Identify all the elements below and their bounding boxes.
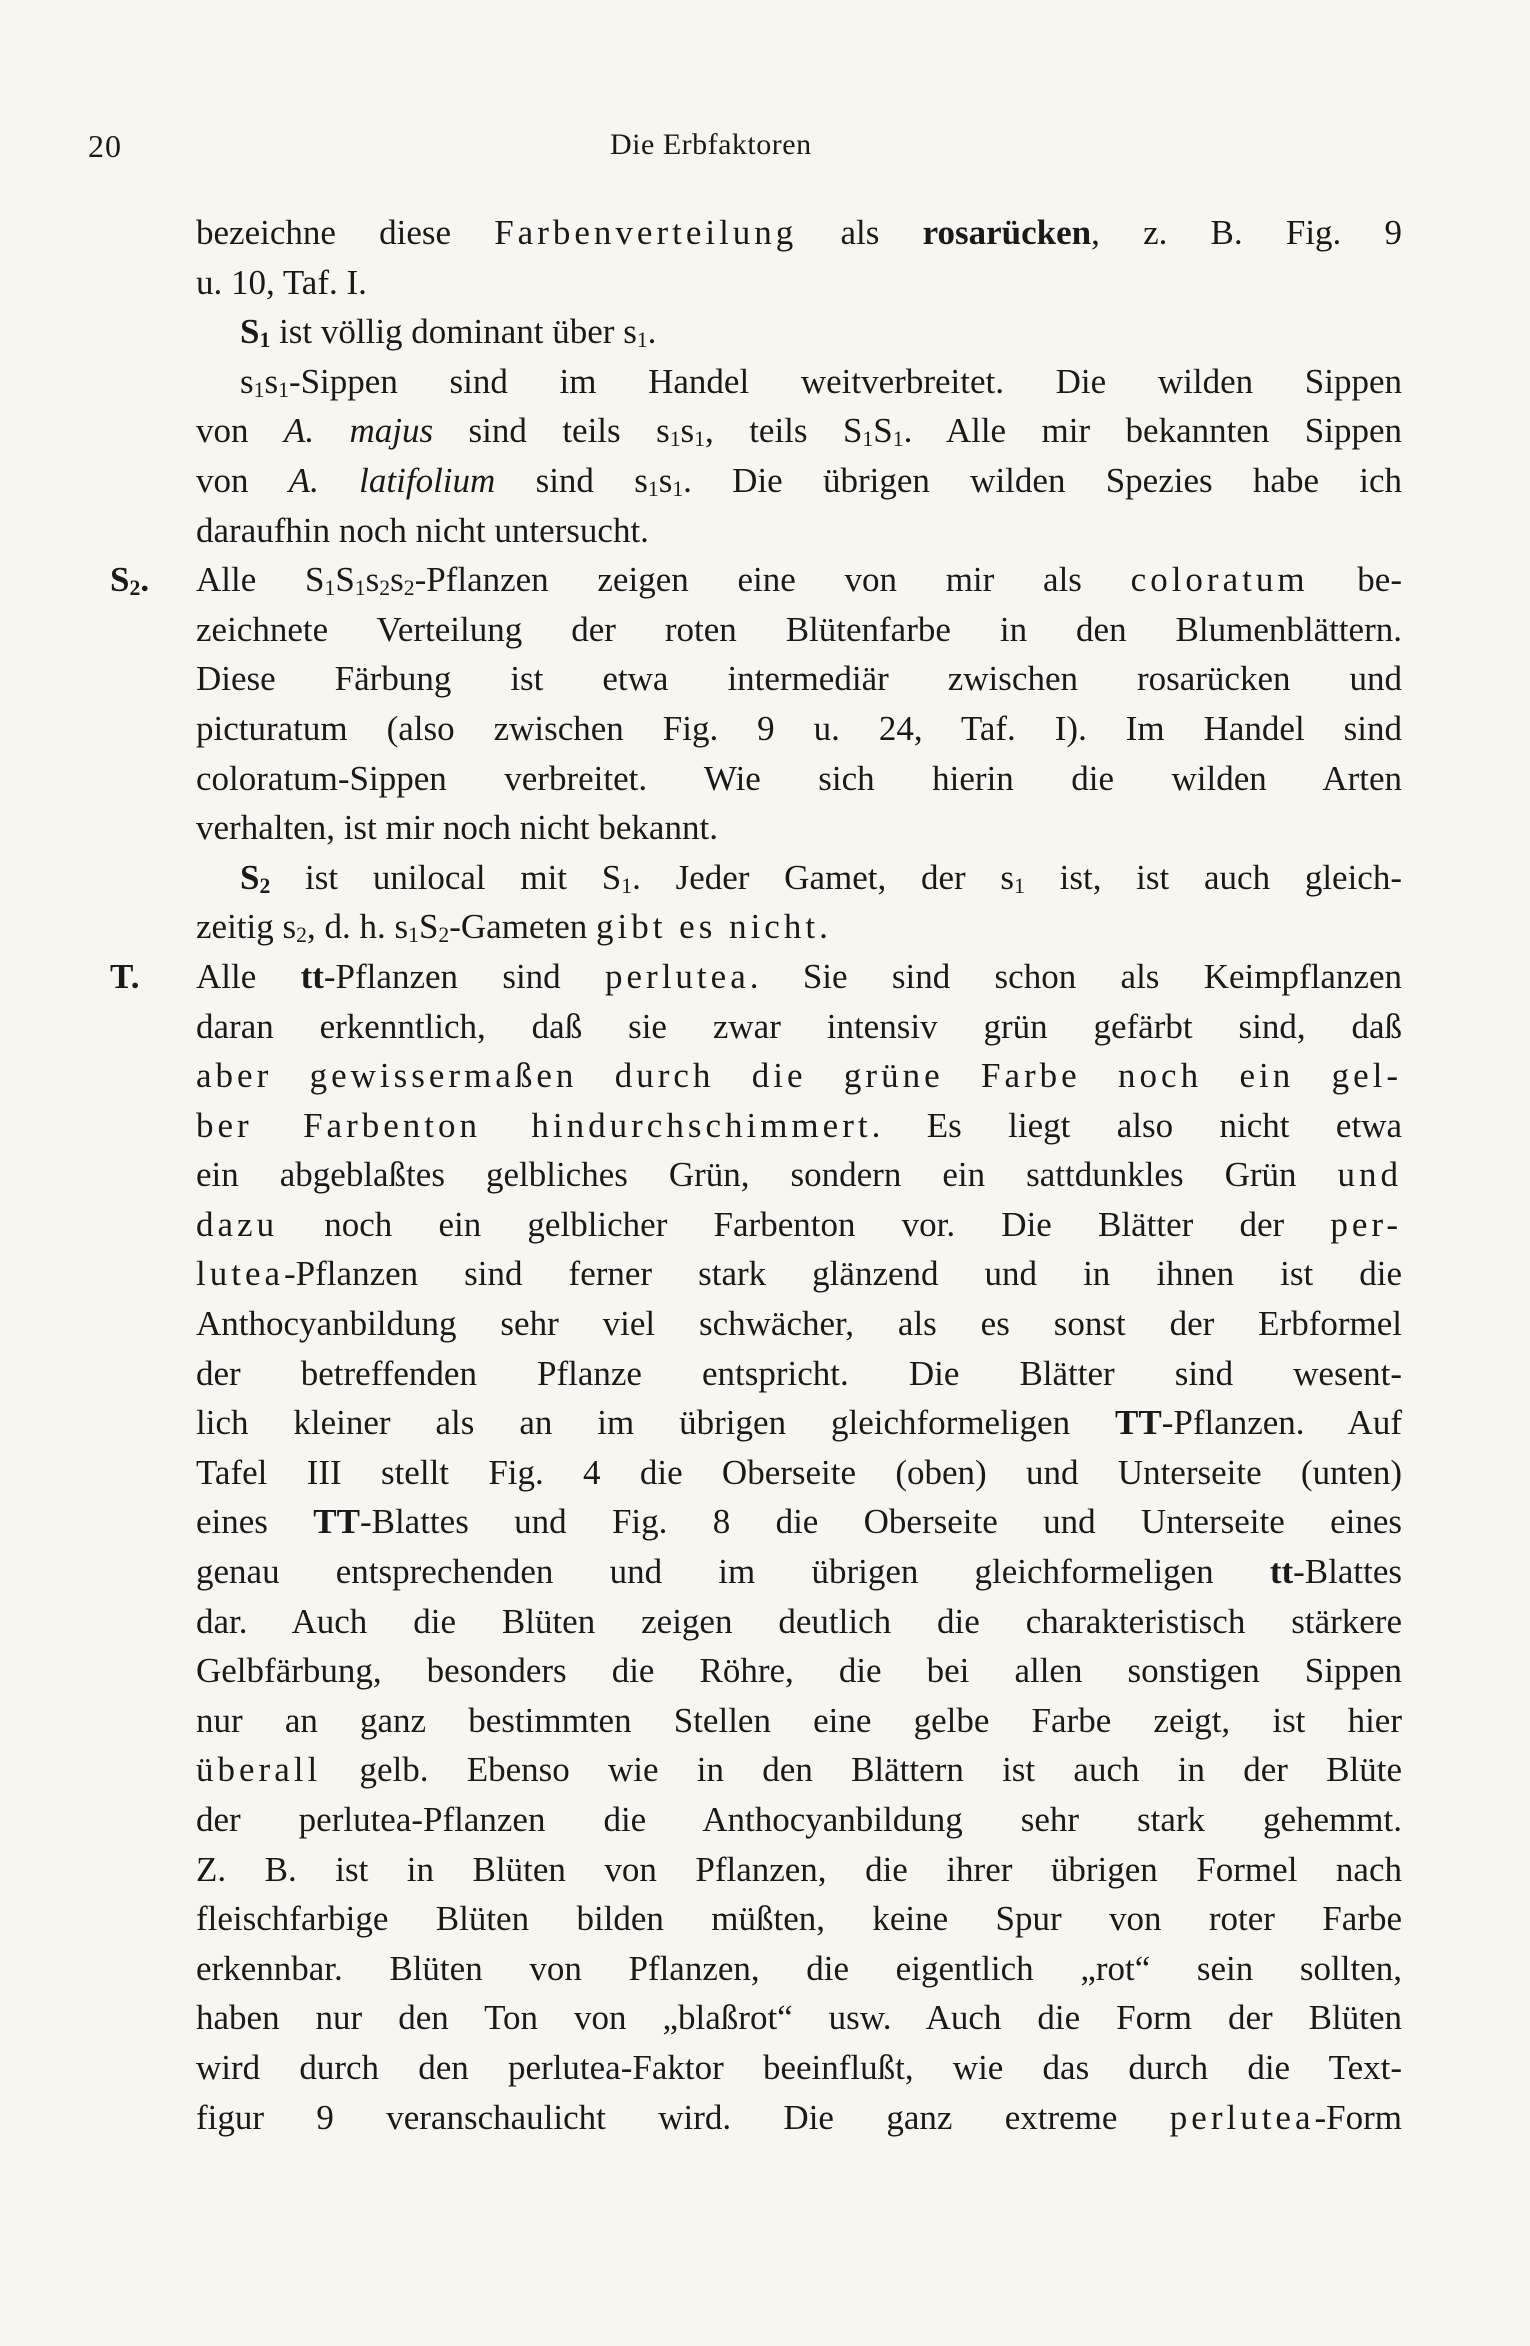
text-line: $s_1s_1$-Sippen sind im Handel weitverbreitet. Die wilden Sippen [240, 361, 1402, 402]
page-number: 20 [88, 128, 122, 164]
text-line: ein abgeblaßtes gelbliches Grün, sondern ein sattdunkles Grün und [196, 1155, 1402, 1195]
text-line: Z. B. ist in Blüten von Pflanzen, die ihrer übrigen Formel nach [196, 1849, 1402, 1889]
text-line: aber gewissermaßen durch die grüne Farbe noch ein gel- [196, 1056, 1402, 1096]
text-line: der perlutea-Pflanzen die Anthocyanbildung sehr stark gehemmt. [196, 1800, 1402, 1839]
text-line: erkennbar. Blüten von Pflanzen, die eigentlich „rot“ sein sollten, [196, 1948, 1402, 1988]
text-line: $S_1$ ist völlig dominant über $s_1$. [240, 312, 657, 353]
text-line: bezeichne diese Farbenverteilung als rosarücken, z. B. Fig. 9 [196, 213, 1402, 252]
text-line: Anthocyanbildung sehr viel schwächer, als es sonst der Erbformel [196, 1304, 1402, 1344]
text-line: $S_2$ ist unilocal mit $S_1$. Jeder Gamet, der $s_1$ ist, ist auch gleich- [240, 857, 1402, 898]
text-line: lich kleiner als an im übrigen gleichformeligen TT-Pflanzen. Auf [196, 1403, 1402, 1443]
running-head [88, 128, 1388, 168]
section-marker-s2: $S_2$. [110, 560, 150, 601]
text-line: von A. majus sind teils $s_1s_1$, teils $S_1S_1$. Alle mir bekannten Sippen [196, 411, 1403, 452]
text-line: Gelbfärbung, besonders die Röhre, die bei allen sonstigen Sippen [196, 1651, 1402, 1691]
text-line: figur 9 veranschaulicht wird. Die ganz extreme perlutea-Form [196, 2097, 1402, 2137]
text-line: Tafel III stellt Fig. 4 die Oberseite (oben) und Unterseite (unten) [196, 1452, 1402, 1492]
text-line: zeichnete Verteilung der roten Blütenfarbe in den Blumenblättern. [196, 609, 1402, 649]
section-marker-t: T. [110, 956, 140, 996]
text-line: genau entsprechenden und im übrigen gleichformeligen tt-Blattes [196, 1552, 1402, 1592]
text-line: nur an ganz bestimmten Stellen eine gelbe Farbe zeigt, ist hier [196, 1700, 1402, 1740]
running-title: Die Erbfaktoren [610, 128, 812, 161]
text-line: fleischfarbige Blüten bilden müßten, keine Spur von roter Farbe [196, 1899, 1402, 1939]
text-line: coloratum-Sippen verbreitet. Wie sich hierin die wilden Arten [196, 758, 1402, 798]
text-line: der betreffenden Pflanze entspricht. Die Blätter sind wesent- [196, 1353, 1402, 1393]
text-line: wird durch den perlutea-Faktor beeinflußt, wie das durch die Text- [196, 2047, 1402, 2087]
text-line: u. 10, Taf. I. [196, 262, 367, 302]
text-line: dazu noch ein gelblicher Farbenton vor. Die Blätter der per- [196, 1204, 1402, 1244]
text-line: haben nur den Ton von „blaßrot“ usw. Auch die Form der Blüten [196, 1998, 1402, 2038]
text-line: zeitig $s_2$, d. h. $s_1S_2$-Gameten gibt es nicht. [196, 907, 828, 948]
text-line: T. Alle tt-Pflanzen sind perlutea. Sie sind schon als Keimpflanzen [196, 952, 1402, 1002]
text-line: verhalten, ist mir noch nicht bekannt. [196, 808, 718, 848]
body-text [110, 208, 1403, 2142]
text-line: dar. Auch die Blüten zeigen deutlich die charakteristisch stärkere [196, 1601, 1402, 1641]
text-line: Diese Färbung ist etwa intermediär zwischen rosarücken und [196, 659, 1402, 699]
text-line: lutea-Pflanzen sind ferner stark glänzend und in ihnen ist die [196, 1254, 1402, 1294]
text-line: daraufhin noch nicht untersucht. [196, 510, 649, 550]
text-line: eines TT-Blattes und Fig. 8 die Oberseite und Unterseite eines [196, 1502, 1402, 1542]
text-line: von A. latifolium sind $s_1s_1$. Die übrigen wilden Spezies habe ich [196, 460, 1403, 501]
text-line: überall gelb. Ebenso wie in den Blättern ist auch in der Blüte [196, 1750, 1402, 1790]
text-line: ber Farbenton hindurchschimmert. Es liegt also nicht etwa [196, 1105, 1402, 1145]
text-line: $S_2$. Alle $S_1S_1s_2s_2$-Pflanzen zeigen eine von mir als coloratum be- [196, 555, 1402, 605]
text-line: picturatum (also zwischen Fig. 9 u. 24, Taf. I). Im Handel sind [196, 708, 1402, 748]
text-line: daran erkenntlich, daß sie zwar intensiv grün gefärbt sind, daß [196, 1006, 1402, 1046]
